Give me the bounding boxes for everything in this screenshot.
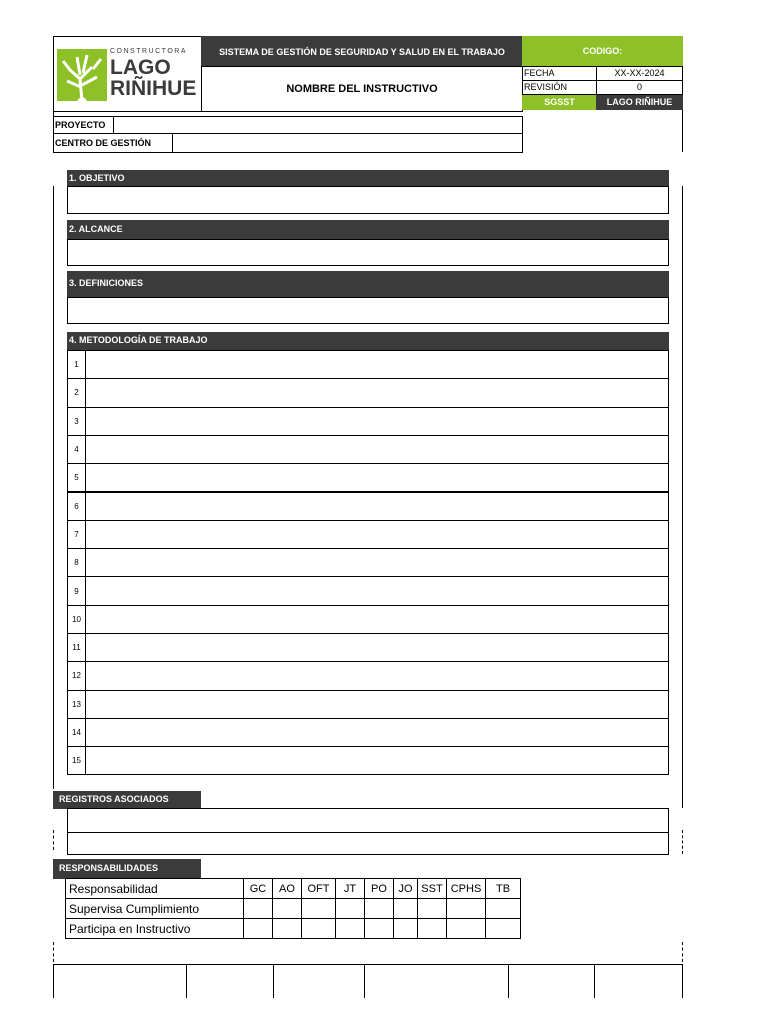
step-row (67, 463, 669, 492)
definiciones-field[interactable] (67, 297, 669, 324)
revision-value: 0 (596, 80, 683, 95)
resp-col-jo: JO (394, 879, 418, 899)
step-row (67, 350, 669, 379)
footer-divider (508, 964, 509, 998)
fecha-label: FECHA (522, 66, 597, 81)
step-number: 14 (67, 718, 86, 747)
resp-col-tb: TB (486, 879, 521, 899)
step-description-field[interactable] (85, 576, 669, 605)
fecha-value: XX-XX-2024 (596, 66, 683, 81)
left-border (53, 112, 54, 116)
left-border-main (53, 186, 54, 789)
step-description-field[interactable] (85, 463, 669, 492)
step-description-field[interactable] (85, 746, 669, 775)
logo-line3: RIÑIHUE (110, 77, 197, 100)
footer-divider (594, 964, 595, 998)
resp-cell[interactable] (302, 899, 336, 919)
company-label: LAGO RIÑIHUE (596, 95, 683, 110)
footer-divider (53, 964, 54, 998)
registros-row-2[interactable] (67, 832, 669, 855)
resp-cell[interactable] (273, 899, 302, 919)
footer-divider (364, 964, 365, 998)
right-border-top (682, 110, 683, 152)
resp-col-oft: OFT (302, 879, 336, 899)
resp-cell[interactable] (418, 919, 447, 939)
step-row (67, 492, 669, 521)
step-number: 10 (67, 605, 86, 634)
resp-col-cphs: CPHS (447, 879, 486, 899)
step-row (67, 520, 669, 549)
resp-col-sst: SST (418, 879, 447, 899)
step-number: 9 (67, 576, 86, 605)
resp-row-participa (66, 919, 521, 939)
section-definiciones: 3. DEFINICIONES (67, 271, 669, 298)
resp-col-po: PO (365, 879, 394, 899)
resp-cell[interactable] (447, 899, 486, 919)
resp-col-jt: JT (336, 879, 365, 899)
resp-row-supervisa (66, 899, 521, 919)
step-description-field[interactable] (85, 718, 669, 747)
logo-cell (53, 36, 202, 112)
logo-line2: LAGO (110, 56, 171, 79)
step-row (67, 435, 669, 464)
footer-top-line (53, 964, 683, 965)
step-row (67, 746, 669, 775)
proyecto-field[interactable] (113, 116, 523, 134)
objetivo-field[interactable] (67, 186, 669, 214)
step-row (67, 633, 669, 662)
footer-divider (273, 964, 274, 998)
doc-title-text: NOMBRE DEL INSTRUCTIVO (286, 83, 438, 95)
registros-row-1[interactable] (67, 808, 669, 833)
resp-col-gc: GC (244, 879, 273, 899)
resp-row-label: Supervisa Cumplimiento (66, 899, 244, 919)
step-number: 5 (67, 463, 86, 492)
step-description-field[interactable] (85, 492, 669, 521)
step-number: 12 (67, 661, 86, 690)
step-number: 8 (67, 548, 86, 577)
step-description-field[interactable] (85, 548, 669, 577)
resp-row-label: Participa en Instructivo (66, 919, 244, 939)
step-number: 4 (67, 435, 86, 464)
doc-title (201, 66, 523, 112)
resp-cell[interactable] (336, 899, 365, 919)
step-number: 7 (67, 520, 86, 549)
responsabilidades-label: RESPONSABILIDADES (53, 859, 201, 879)
resp-cell[interactable] (394, 919, 418, 939)
resp-col-responsabilidad: Responsabilidad (66, 879, 244, 899)
step-description-field[interactable] (85, 633, 669, 662)
step-description-field[interactable] (85, 378, 669, 407)
step-number: 6 (67, 492, 86, 521)
resp-cell[interactable] (486, 919, 521, 939)
centro-field[interactable] (172, 133, 523, 153)
sgsst-label: SGSST (522, 95, 597, 110)
resp-cell[interactable] (365, 919, 394, 939)
step-row (67, 690, 669, 719)
step-row (67, 407, 669, 436)
resp-col-ao: AO (273, 879, 302, 899)
step-row (67, 718, 669, 747)
step-number: 15 (67, 746, 86, 775)
logo-line1: CONSTRUCTORA (110, 48, 187, 55)
resp-cell[interactable] (418, 899, 447, 919)
resp-cell[interactable] (365, 899, 394, 919)
right-dash-2 (682, 942, 683, 962)
centro-label: CENTRO DE GESTIÓN (53, 133, 173, 153)
step-number: 3 (67, 407, 86, 436)
footer-divider (186, 964, 187, 998)
step-row (67, 661, 669, 690)
codigo-text: CODIGO: (582, 46, 623, 56)
proyecto-label: PROYECTO (53, 116, 114, 134)
resp-cell[interactable] (486, 899, 521, 919)
right-dash-1 (682, 830, 683, 854)
right-border-main (682, 186, 683, 808)
step-row (67, 576, 669, 605)
resp-cell[interactable] (273, 919, 302, 939)
step-row (67, 378, 669, 407)
left-dash-1 (53, 830, 54, 850)
resp-header-row (66, 879, 521, 899)
left-dash-2 (53, 942, 54, 962)
step-description-field[interactable] (85, 407, 669, 436)
step-number: 11 (67, 633, 86, 662)
responsabilidades-table (65, 878, 521, 939)
step-row (67, 605, 669, 634)
revision-label: REVISIÓN (522, 80, 597, 95)
codigo-label (522, 36, 683, 67)
resp-cell[interactable] (302, 919, 336, 939)
step-description-field[interactable] (85, 520, 669, 549)
step-description-field[interactable] (85, 350, 669, 379)
resp-cell[interactable] (244, 899, 273, 919)
section-alcance: 2. ALCANCE (67, 220, 669, 240)
step-number: 2 (67, 378, 86, 407)
step-number: 13 (67, 690, 86, 719)
step-row (67, 548, 669, 577)
system-title-text: SISTEMA DE GESTIÓN DE SEGURIDAD Y SALUD EN EL TRABAJO (219, 46, 505, 57)
steps-table (67, 350, 669, 775)
resp-cell[interactable] (244, 919, 273, 939)
resp-cell[interactable] (447, 919, 486, 939)
footer-divider (682, 964, 683, 998)
step-description-field[interactable] (85, 435, 669, 464)
system-title (201, 36, 523, 67)
step-description-field[interactable] (85, 690, 669, 719)
step-description-field[interactable] (85, 605, 669, 634)
registros-label: REGISTROS ASOCIADOS (53, 791, 201, 809)
tree-icon (57, 49, 107, 101)
alcance-field[interactable] (67, 239, 669, 266)
section-metodologia: 4. METODOLOGÍA DE TRABAJO (67, 332, 669, 351)
section-objetivo: 1. OBJETIVO (67, 170, 669, 187)
step-number: 1 (67, 350, 86, 379)
resp-cell[interactable] (336, 919, 365, 939)
resp-cell[interactable] (394, 899, 418, 919)
step-description-field[interactable] (85, 661, 669, 690)
